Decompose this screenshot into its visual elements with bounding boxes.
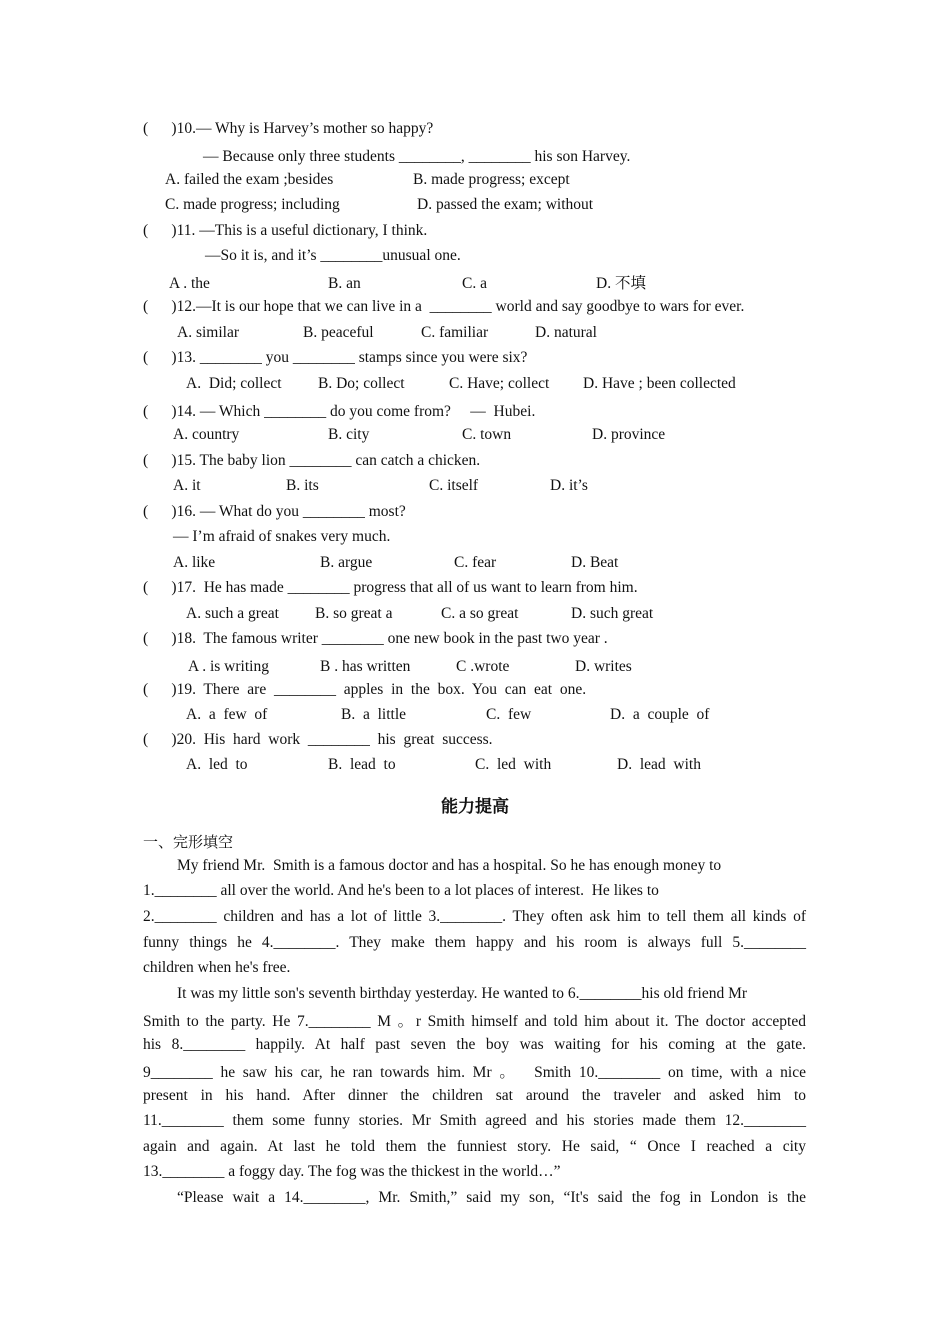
question-10-stem-reply: — Because only three students ________, ________ his son Harvey. (203, 148, 631, 165)
passage-line: 11.________ them some funny stories. Mr Smith agreed and his stories made them 12.________ (143, 1112, 806, 1129)
passage-line: 13.________ a foggy day. The fog was the thickest in the world…” (143, 1163, 561, 1180)
question-20-option-d: D. lead with (617, 756, 701, 773)
question-20-option-a: A. led to (186, 756, 248, 773)
question-16-option-d: D. Beat (571, 554, 619, 571)
passage-line: Smith to the party. He 7.________ M 。r Smith himself and told him about it. The doctor accepted (143, 1013, 806, 1030)
question-13-option-d: D. Have ; been collected (583, 375, 736, 392)
question-15-stem: ( )15. The baby lion ________ can catch a chicken. (143, 452, 481, 469)
passage-line: present in his hand. After dinner the children sat around the traveler and asked him to (143, 1087, 806, 1104)
question-14-option-c: C. town (462, 426, 512, 443)
question-18-option-a: A . is writing (188, 658, 269, 675)
question-12-option-a: A. similar (177, 324, 239, 341)
question-11-stem: ( )11. —This is a useful dictionary, I think. (143, 222, 428, 239)
question-11-option-d: D. 不填 (596, 275, 646, 292)
passage-line: 1.________ all over the world. And he's been to a lot places of interest. He likes to (143, 882, 659, 899)
question-14-option-d: D. province (592, 426, 666, 443)
question-17-option-b: B. so great a (315, 605, 393, 622)
question-10-option-b: B. made progress; except (413, 171, 570, 188)
question-15-option-b: B. its (286, 477, 319, 494)
passage-line: his 8.________ happily. At half past seven the boy was waiting for his coming at the gate. (143, 1036, 806, 1053)
question-18-option-c: C .wrote (456, 658, 510, 675)
question-13-stem: ( )13. ________ you ________ stamps since you were six? (143, 349, 528, 366)
question-11-stem-reply: —So it is, and it’s ________unusual one. (205, 247, 461, 264)
question-16-stem: ( )16. — What do you ________ most? (143, 503, 406, 520)
question-16-option-b: B. argue (320, 554, 373, 571)
question-14-stem: ( )14. — Which ________ do you come from? — Hubei. (143, 403, 536, 420)
question-16-stem-reply: — I’m afraid of snakes very much. (173, 528, 391, 545)
question-13-option-c: C. Have; collect (449, 375, 550, 392)
question-18-option-b: B . has written (320, 658, 411, 675)
question-14-option-b: B. city (328, 426, 370, 443)
passage-line: children when he's free. (143, 959, 291, 976)
question-19-option-b: B. a little (341, 706, 407, 723)
question-17-option-a: A. such a great (186, 605, 279, 622)
question-10-option-d: D. passed the exam; without (417, 196, 594, 213)
question-14-option-a: A. country (173, 426, 240, 443)
question-12-option-d: D. natural (535, 324, 597, 341)
question-20-stem: ( )20. His hard work ________ his great success. (143, 731, 493, 748)
passage-line: “Please wait a 14.________, Mr. Smith,” said my son, “It's said the fog in London is the (177, 1189, 806, 1206)
question-15-option-a: A. it (173, 477, 201, 494)
passage-line: funny things he 4.________. They make them happy and his room is always full 5.________ (143, 934, 806, 951)
question-12-stem: ( )12.—It is our hope that we can live in a ________ world and say goodbye to wars for ever. (143, 298, 745, 315)
section-title: 能力提高 (441, 797, 509, 817)
question-17-option-d: D. such great (571, 605, 654, 622)
question-10-option-a: A. failed the exam ;besides (165, 171, 334, 188)
question-18-stem: ( )18. The famous writer ________ one new book in the past two year . (143, 630, 608, 647)
passage-line: 9________ he saw his car, he ran towards him. Mr 。 Smith 10.________ on time, with a nice (143, 1064, 806, 1081)
question-17-stem: ( )17. He has made ________ progress that all of us want to learn from him. (143, 579, 638, 596)
question-10-stem: ( )10.— Why is Harvey’s mother so happy? (143, 120, 434, 137)
question-11-option-a: A . the (169, 275, 210, 292)
question-13-option-b: B. Do; collect (318, 375, 405, 392)
question-19-option-a: A. a few of (186, 706, 268, 723)
passage-line: My friend Mr. Smith is a famous doctor and has a hospital. So he has enough money to (177, 857, 722, 874)
question-12-option-b: B. peaceful (303, 324, 374, 341)
question-16-option-a: A. like (173, 554, 216, 571)
question-13-option-a: A. Did; collect (186, 375, 282, 392)
passage-line: It was my little son's seventh birthday yesterday. He wanted to 6.________his old friend Mr (177, 985, 748, 1002)
passage-line: 2.________ children and has a lot of little 3.________. They often ask him to tell them all kinds of (143, 908, 806, 925)
question-18-option-d: D. writes (575, 658, 632, 675)
question-15-option-d: D. it’s (550, 477, 588, 494)
question-12-option-c: C. familiar (421, 324, 489, 341)
question-11-option-b: B. an (328, 275, 361, 292)
question-11-option-c: C. a (462, 275, 487, 292)
question-20-option-c: C. led with (475, 756, 552, 773)
question-15-option-c: C. itself (429, 477, 479, 494)
subsection-title: 一、完形填空 (143, 833, 234, 851)
question-19-stem: ( )19. There are ________ apples in the box. You can eat one. (143, 681, 587, 698)
question-20-option-b: B. lead to (328, 756, 396, 773)
question-10-option-c: C. made progress; including (165, 196, 340, 213)
question-17-option-c: C. a so great (441, 605, 519, 622)
question-16-option-c: C. fear (454, 554, 497, 571)
question-19-option-d: D. a couple of (610, 706, 710, 723)
passage-line: again and again. At last he told them the funniest story. He said, “ Once I reached a city (143, 1138, 806, 1155)
question-19-option-c: C. few (486, 706, 532, 723)
